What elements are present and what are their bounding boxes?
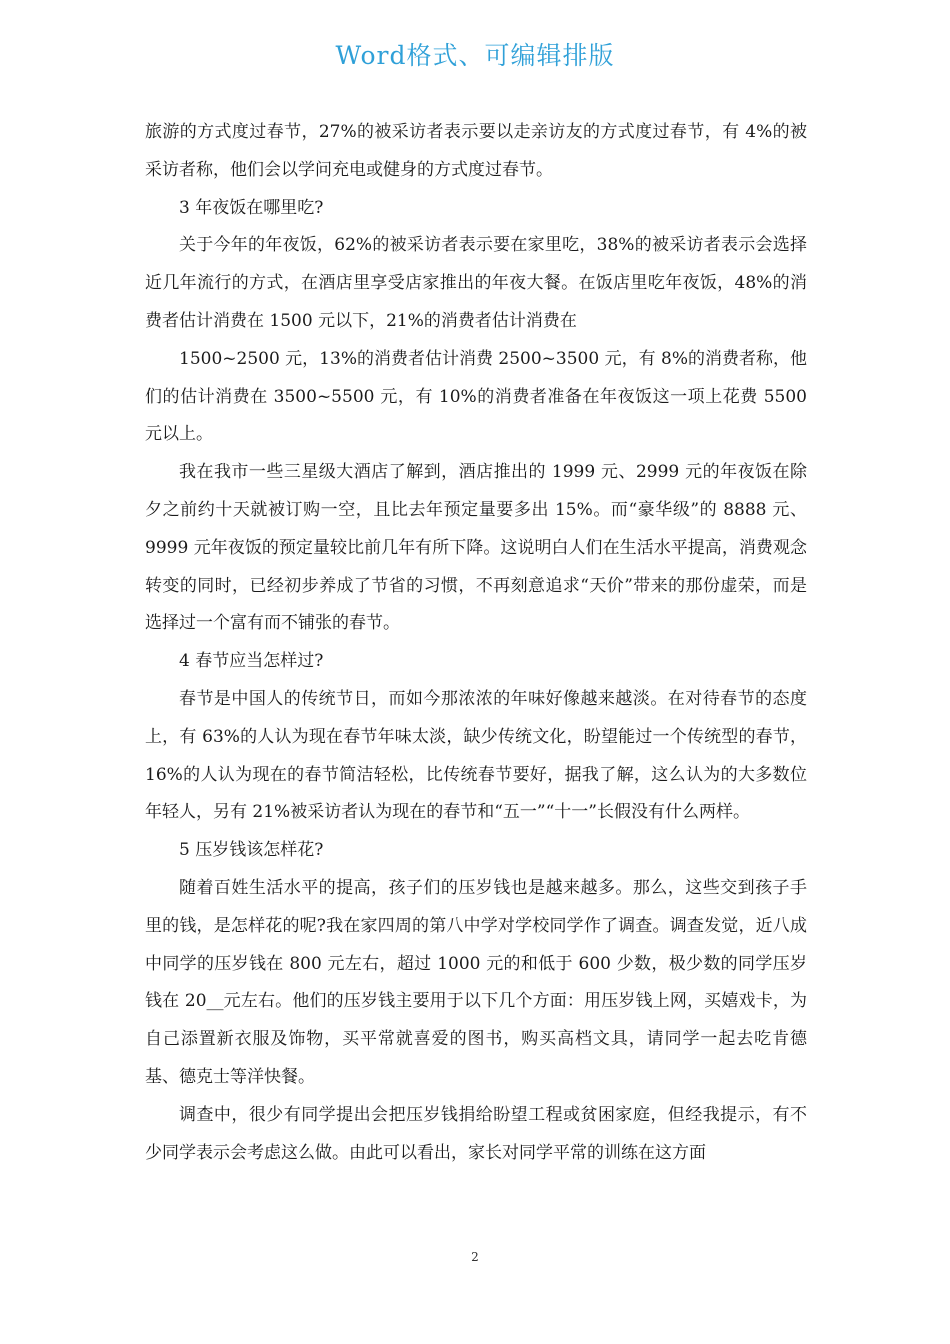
section-heading: 3 年夜饭在哪里吃? <box>179 197 324 218</box>
paragraph: 春节是中国人的传统节日，而如今那浓浓的年味好像越来越淡。在对待春节的态度上，有 63%的人认为现在春节年味太淡，缺少传统文化，盼望能过一个传统型的春节，16%的人认为现在的春节简洁轻松，比传统春节要好，据我了解，这么认为的大多数位年轻人，另有 21%被采访者认为现在的春节和“五一”“十一”长假没有什么两样。 <box>145 688 807 823</box>
section-heading: 5 压岁钱该怎样花? <box>179 840 324 861</box>
paragraph: 关于今年的年夜饭，62%的被采访者表示要在家里吃，38%的被采访者表示会选择近几年流行的方式，在酒店里享受店家推出的年夜大餐。在饭店里吃年夜饭，48%的消费者估计消费在 1500 元以下，21%的消费者估计消费在 <box>145 235 807 331</box>
paragraph: 我在我市一些三星级大酒店了解到，酒店推出的 1999 元、2999 元的年夜饭在除夕之前约十天就被订购一空，且比去年预定量要多出 15%。而“豪华级”的 8888 元、9999 元年夜饭的预定量较比前几年有所下降。这说明白人们在生活水平提高，消费观念转变的同时，已经初步养成了节省的习惯，不再刻意追求“天价”带来的那份虚荣，而是选择过一个富有而不铺张的春节。 <box>145 462 808 634</box>
page-number: 2 <box>471 1250 479 1264</box>
page-header-title: Word格式、可编辑排版 <box>335 41 615 70</box>
paragraph: 调查中，很少有同学提出会把压岁钱捐给盼望工程或贫困家庭，但经我提示，有不少同学表示会考虑这么做。由此可以看出，家长对同学平常的训练在这方面 <box>145 1104 807 1163</box>
document-body <box>145 114 807 1172</box>
paragraph: 随着百姓生活水平的提高，孩子们的压岁钱也是越来越多。那么，这些交到孩子手里的钱，是怎样花的呢?我在家四周的第八中学对学校同学作了调查。调查发觉，近八成中同学的压岁钱在 800 元左右，超过 1000 元的和低于 600 少数，极少数的同学压岁钱在 20__元左右。他们的压岁钱主要用于以下几个方面：用压岁钱上网，买嬉戏卡，为自己添置新衣服及饰物，买平常就喜爱的图书，购买高档文具，请同学一起去吃肯德基、德克士等洋快餐。 <box>145 877 807 1087</box>
paragraph: 1500~2500 元，13%的消费者估计消费 2500~3500 元，有 8%的消费者称，他们的估计消费在 3500~5500 元，有 10%的消费者准备在年夜饭这一项上花费 5500 元以上。 <box>145 348 807 445</box>
section-heading: 4 春节应当怎样过? <box>179 651 324 672</box>
paragraph: 旅游的方式度过春节，27%的被采访者表示要以走亲访友的方式度过春节，有 4%的被采访者称，他们会以学问充电或健身的方式度过春节。 <box>145 122 807 180</box>
